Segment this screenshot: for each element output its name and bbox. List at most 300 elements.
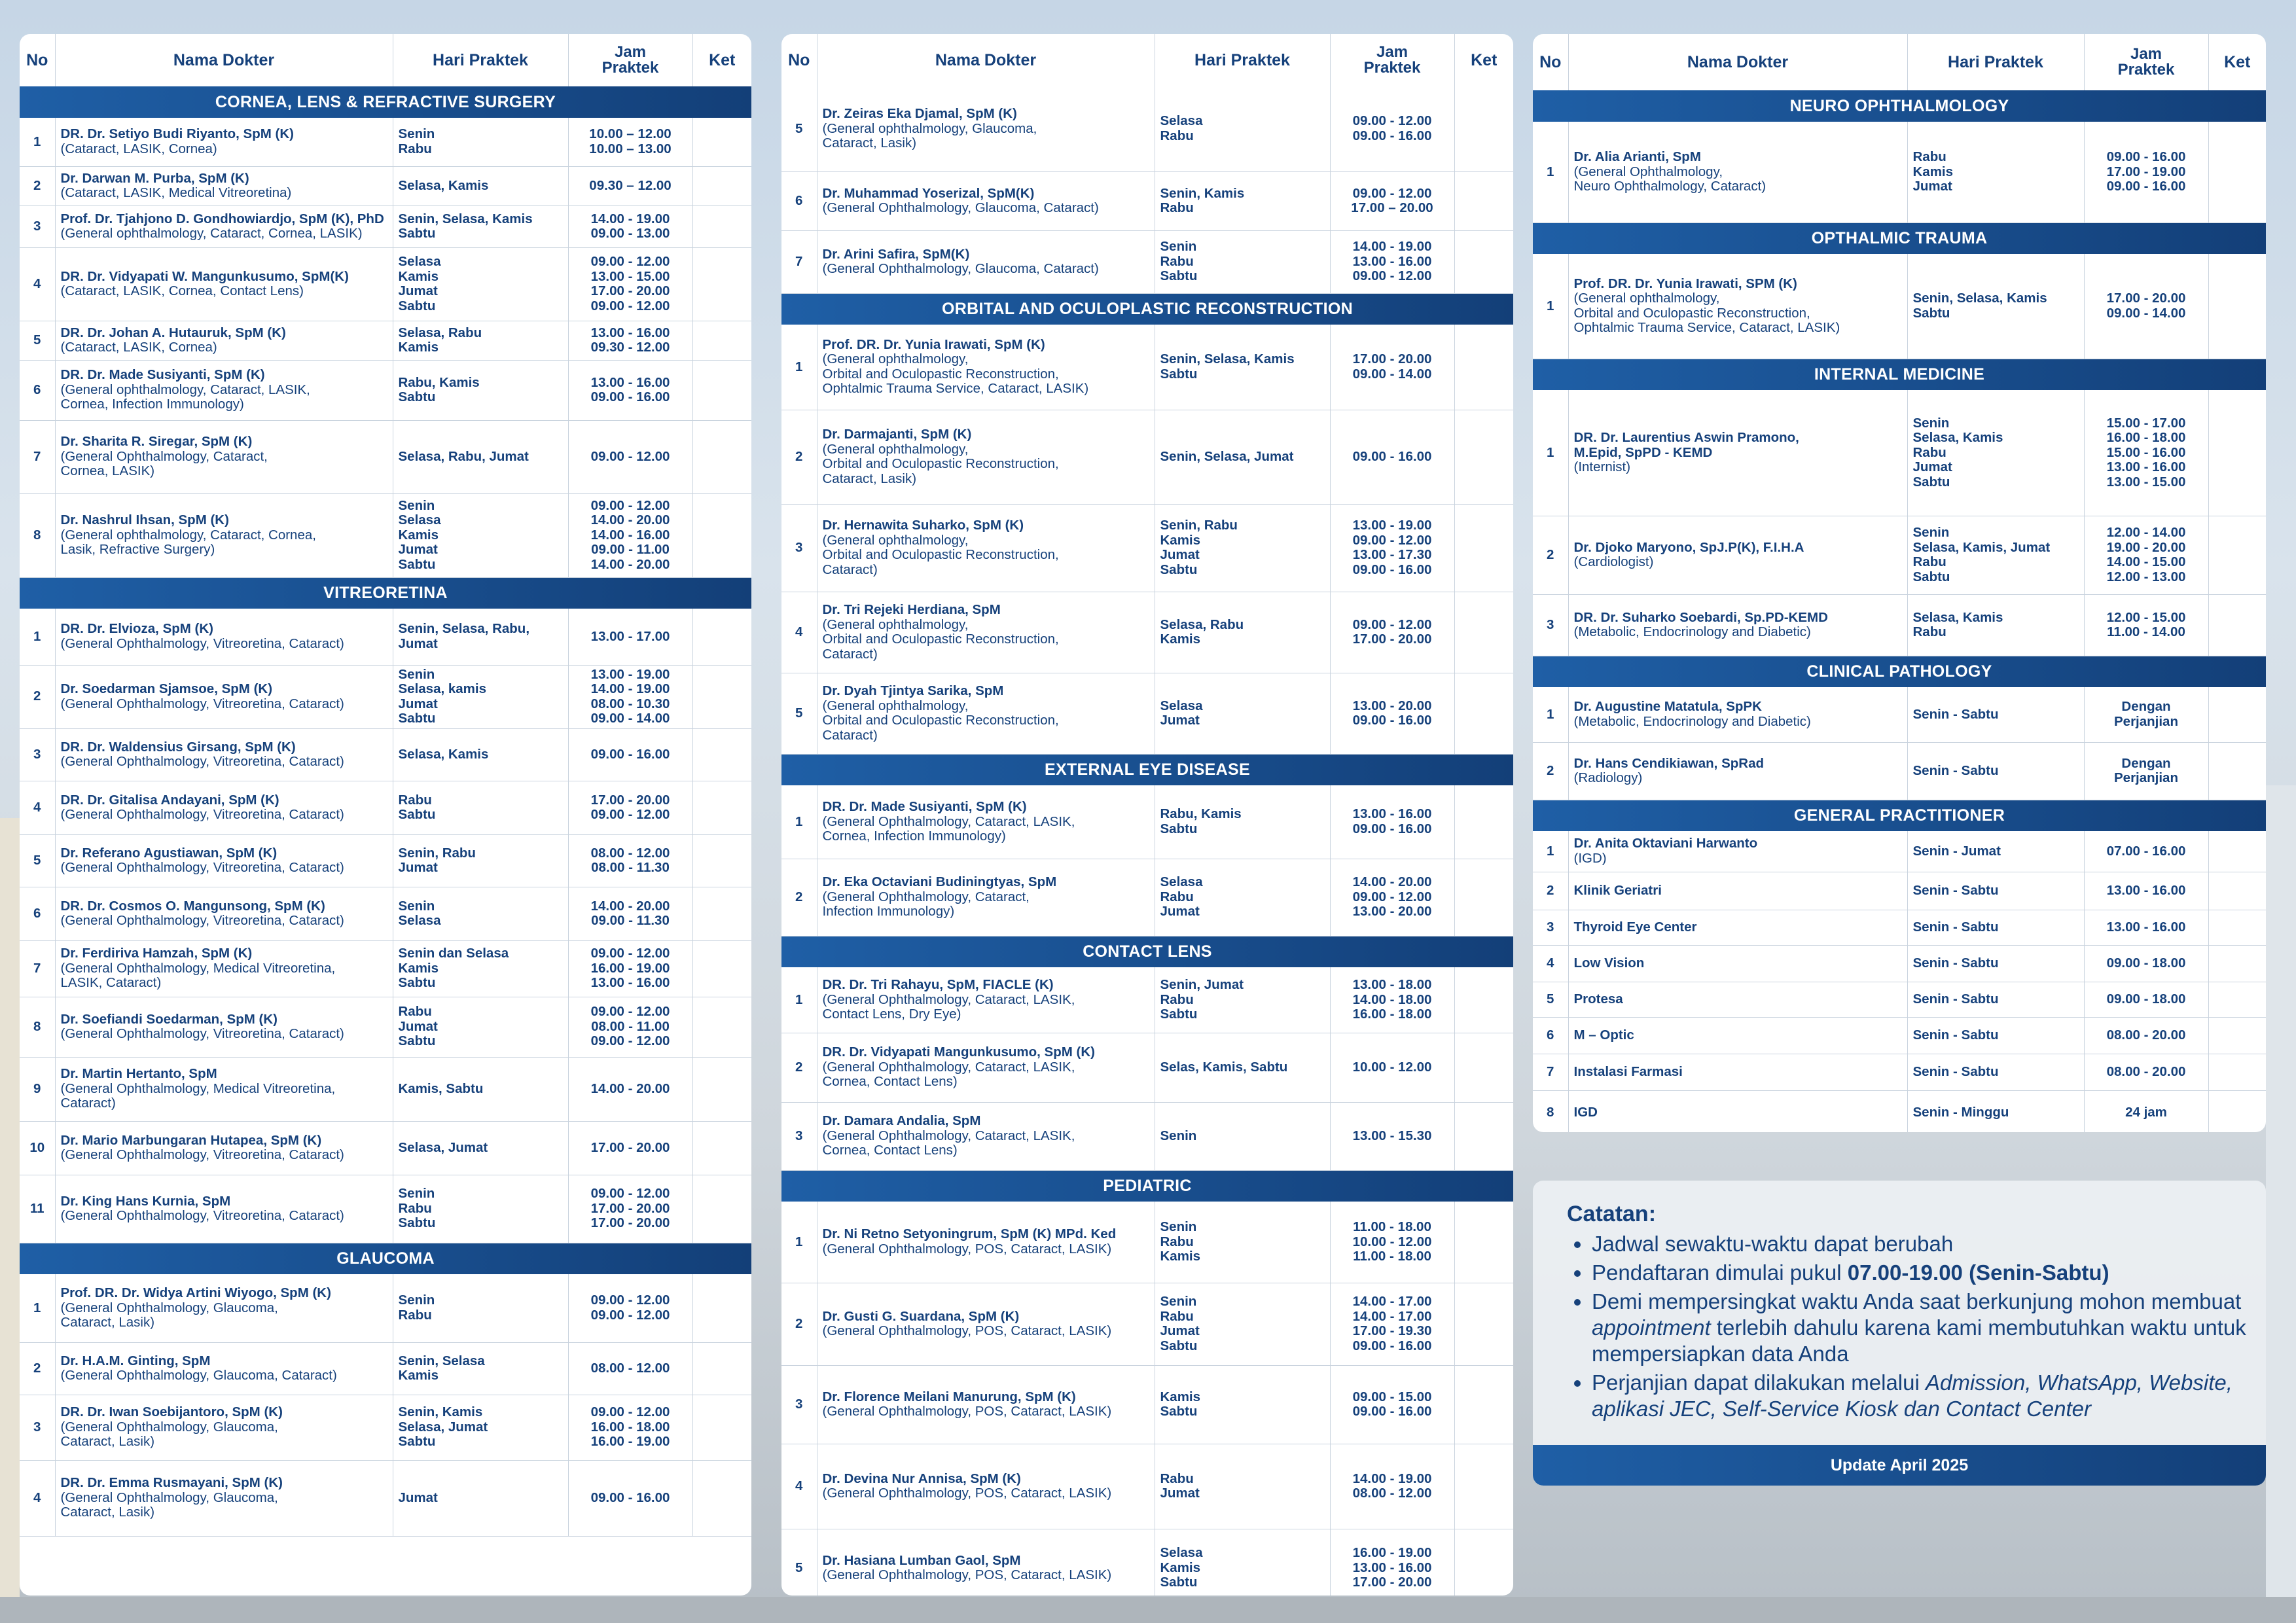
doctor-row: [781, 1283, 1513, 1365]
doctor-specialty: (General Ophthalmology, Cataract, LASIK, Contact Lens, Dry Eye): [822, 991, 1075, 1022]
practice-hours: [568, 360, 692, 420]
row-number: 1: [781, 785, 817, 859]
doctor-name: DR. Dr. Iwan Soebijantoro, SpM (K): [60, 1404, 283, 1420]
practice-hours-text: 14.00 - 17.00 14.00 - 17.00 17.00 - 19.30 09.00 - 16.00: [1352, 1294, 1432, 1353]
practice-days: [1907, 1017, 2084, 1054]
practice-hours: [568, 118, 692, 166]
doctor-name: Dr. Ferdiriva Hamzah, SpM (K): [60, 946, 253, 961]
practice-days: [1907, 1090, 2084, 1132]
practice-hours: [2084, 831, 2208, 872]
practice-hours: [568, 887, 692, 940]
doctor-specialty: (General ophthalmology, Orbital and Oculopastic Reconstruction, Ophtalmic Trauma Service, Cataract, LASIK): [822, 351, 1089, 397]
practice-days-text: Selasa Kamis Sabtu: [1160, 1545, 1203, 1590]
doctor-cell: [55, 360, 393, 420]
remarks-cell: [2208, 742, 2266, 800]
practice-days-text: Senin - Sabtu: [1912, 1027, 1999, 1043]
doctor-cell: [817, 592, 1155, 673]
doctor-specialty: (General Ophthalmology, Medical Vitreoretina, Cataract): [60, 1080, 336, 1111]
doctor-row: [1533, 945, 2266, 982]
header-jam-praktek: Jam Praktek: [1330, 34, 1454, 86]
doctor-row: [20, 360, 751, 420]
practice-days-text: Selas, Kamis, Sabtu: [1160, 1059, 1288, 1075]
doctor-name: DR. Dr. Made Susiyanti, SpM (K): [60, 367, 265, 383]
doctor-cell: [55, 940, 393, 997]
doctor-specialty: (General Ophthalmology, Cataract, Cornea, LASIK): [60, 448, 268, 479]
remarks-cell: [2208, 910, 2266, 945]
doctor-specialty: (General ophthalmology, Cataract, Cornea, LASIK): [60, 226, 363, 241]
row-number: 1: [781, 1202, 817, 1283]
doctor-row: [781, 1202, 1513, 1283]
row-number: 5: [20, 834, 55, 887]
doctor-name: DR. Dr. Vidyapati Mangunkusumo, SpM (K): [822, 1044, 1095, 1060]
doctor-row: [20, 728, 751, 781]
remarks-cell: [1454, 1202, 1513, 1283]
practice-days: [1155, 1529, 1330, 1596]
practice-hours: [1330, 1202, 1454, 1283]
doctor-name: DR. Dr. Tri Rahayu, SpM, FIACLE (K): [822, 977, 1054, 992]
practice-hours: [1330, 673, 1454, 754]
doctor-name: Dr. Alia Arianti, SpM: [1573, 149, 1701, 164]
row-number: 1: [20, 118, 55, 166]
practice-days-text: Senin Rabu Kamis: [1160, 1219, 1201, 1264]
practice-hours-text: 09.00 - 16.00: [1352, 448, 1432, 464]
practice-hours-text: 14.00 - 19.00 09.00 - 13.00: [590, 211, 670, 241]
header-jam-praktek: Jam Praktek: [568, 34, 692, 86]
practice-days-text: Senin - Sabtu: [1912, 882, 1999, 898]
row-number: 3: [781, 1102, 817, 1170]
practice-days-text: Senin Rabu Sabtu: [398, 1186, 436, 1231]
doctor-name: Dr. H.A.M. Ginting, SpM: [60, 1353, 211, 1368]
practice-days-text: Senin Selasa, kamis Jumat Sabtu: [398, 666, 486, 726]
practice-days: [393, 609, 568, 665]
practice-hours-text: 17.00 - 20.00 09.00 - 14.00: [2106, 291, 2186, 321]
practice-hours: [568, 420, 692, 493]
doctor-cell: [1568, 982, 1907, 1017]
remarks-cell: [2208, 390, 2266, 516]
practice-hours: [568, 1057, 692, 1121]
practice-hours-text: Dengan Perjanjian: [2114, 699, 2178, 729]
practice-hours-text: 09.00 - 12.00 13.00 - 15.00 17.00 - 20.00 09.00 - 12.00: [590, 254, 670, 313]
doctor-specialty: (General Ophthalmology, Glaucoma, Cataract): [822, 261, 1099, 276]
remarks-cell: [1454, 1529, 1513, 1596]
practice-hours-text: 09.00 - 12.00 16.00 - 18.00 16.00 - 19.00: [590, 1404, 670, 1450]
practice-hours-text: 13.00 - 15.30: [1352, 1128, 1432, 1143]
practice-days: [393, 247, 568, 321]
practice-days: [393, 1342, 568, 1395]
doctor-cell: [55, 834, 393, 887]
doctor-cell: [55, 420, 393, 493]
doctor-row: [781, 1444, 1513, 1529]
doctor-cell: [55, 493, 393, 577]
practice-days-text: Selasa, Kamis Rabu: [1912, 609, 2003, 639]
remarks-cell: [2208, 982, 2266, 1017]
practice-hours: [568, 940, 692, 997]
practice-days: [1155, 1102, 1330, 1170]
section-title: OPTHALMIC TRAUMA: [1533, 223, 2266, 254]
practice-hours-text: 12.00 - 14.00 19.00 - 20.00 14.00 - 15.00 12.00 - 13.00: [2106, 525, 2186, 584]
doctor-name: Instalasi Farmasi: [1573, 1063, 1683, 1079]
doctor-name: Protesa: [1573, 991, 1623, 1007]
row-number: 6: [1533, 1017, 1568, 1054]
doctor-cell: [817, 1033, 1155, 1102]
practice-days-text: Rabu Sabtu: [398, 792, 436, 822]
doctor-row: [1533, 910, 2266, 945]
practice-days-text: Selasa Rabu: [1160, 113, 1203, 143]
practice-days-text: Selasa, Rabu, Jumat: [398, 448, 529, 464]
practice-hours: [1330, 325, 1454, 410]
doctor-specialty: (General Ophthalmology, POS, Cataract, LASIK): [822, 1241, 1112, 1257]
remarks-cell: [1454, 410, 1513, 504]
practice-days: [1155, 592, 1330, 673]
header-nama-dokter: Nama Dokter: [55, 34, 393, 86]
header-ket: Ket: [709, 51, 736, 69]
practice-days-text: Selasa, Rabu Kamis: [1160, 616, 1244, 647]
doctor-row: [1533, 687, 2266, 742]
practice-days: [1155, 1202, 1330, 1283]
remarks-cell: [2208, 945, 2266, 982]
doctor-name: DR. Dr. Waldensius Girsang, SpM (K): [60, 739, 296, 755]
practice-hours-text: 16.00 - 19.00 13.00 - 16.00 17.00 - 20.00: [1352, 1545, 1432, 1590]
practice-days-text: Senin Rabu Jumat Sabtu: [1160, 1294, 1200, 1353]
practice-hours: [568, 205, 692, 247]
doctor-cell: [55, 1274, 393, 1342]
doctor-row: [20, 781, 751, 834]
doctor-cell: [817, 504, 1155, 592]
practice-days: [1155, 504, 1330, 592]
doctor-specialty: (General Ophthalmology, Vitreoretina, Cataract): [60, 696, 344, 711]
doctor-specialty: (General Ophthalmology, Vitreoretina, Cataract): [60, 1147, 344, 1162]
doctor-name: Dr. Damara Andalia, SpM: [822, 1113, 981, 1129]
doctor-cell: [817, 1202, 1155, 1283]
doctor-name: Dr. Hans Cendikiawan, SpRad: [1573, 755, 1764, 771]
section-title: GENERAL PRACTITIONER: [1533, 800, 2266, 831]
practice-hours: [568, 493, 692, 577]
practice-hours: [568, 609, 692, 665]
doctor-name: Dr. Devina Nur Annisa, SpM (K): [822, 1471, 1021, 1486]
note-item-2: [1592, 1260, 2246, 1286]
practice-hours: [568, 1342, 692, 1395]
remarks-cell: [2208, 122, 2266, 223]
section-header-row: [20, 86, 751, 118]
section-header-row: [781, 754, 1513, 785]
row-number: 11: [20, 1175, 55, 1243]
practice-days: [1155, 859, 1330, 936]
practice-days: [393, 360, 568, 420]
remarks-cell: [692, 247, 751, 321]
practice-days-text: Rabu Kamis Jumat: [1912, 149, 1954, 194]
row-number: 2: [1533, 516, 1568, 594]
practice-days: [393, 205, 568, 247]
doctor-row: [20, 665, 751, 728]
practice-hours: [2084, 254, 2208, 359]
practice-days: [1907, 945, 2084, 982]
practice-days-text: Senin - Sabtu: [1912, 1063, 1999, 1079]
doctor-row: [1533, 122, 2266, 223]
header-nama-dokter: Nama Dokter: [817, 34, 1155, 86]
doctor-row: [20, 887, 751, 940]
practice-days-text: Selasa Rabu Jumat: [1160, 874, 1203, 919]
doctor-cell: [55, 997, 393, 1057]
row-number: 3: [20, 205, 55, 247]
section-header-row: [1533, 359, 2266, 390]
remarks-cell: [692, 728, 751, 781]
practice-days-text: Senin, Selasa, Kamis Sabtu: [1160, 351, 1295, 382]
doctor-row: [1533, 1090, 2266, 1132]
practice-days-text: Jumat: [398, 1489, 438, 1505]
doctor-row: [1533, 1017, 2266, 1054]
practice-days-text: Senin Selasa Kamis Jumat Sabtu: [398, 497, 441, 572]
practice-days-text: Selasa, Jumat: [398, 1139, 488, 1155]
practice-hours: [1330, 1365, 1454, 1444]
doctor-name: Dr. Sharita R. Siregar, SpM (K): [60, 434, 253, 450]
practice-hours: [2084, 516, 2208, 594]
section-title: CORNEA, LENS & REFRACTIVE SURGERY: [20, 86, 751, 118]
remarks-cell: [1454, 230, 1513, 293]
practice-days: [1155, 785, 1330, 859]
doctor-cell: [55, 887, 393, 940]
doctor-specialty: (General Ophthalmology, Vitreoretina, Cataract): [60, 1026, 344, 1041]
remarks-cell: [692, 609, 751, 665]
remarks-cell: [1454, 859, 1513, 936]
practice-hours: [568, 247, 692, 321]
header-no: No: [20, 34, 55, 86]
doctor-cell: [817, 859, 1155, 936]
practice-hours: [2084, 390, 2208, 516]
row-number: 7: [781, 230, 817, 293]
doctor-name: Thyroid Eye Center: [1573, 919, 1697, 935]
practice-days: [1155, 230, 1330, 293]
doctor-cell: [1568, 687, 1907, 742]
doctor-specialty: (General ophthalmology, Cataract, Cornea, Lasik, Refractive Surgery): [60, 527, 316, 558]
doctor-name: Dr. Hasiana Lumban Gaol, SpM: [822, 1552, 1021, 1568]
practice-days-text: Senin Selasa, Kamis Rabu Jumat Sabtu: [1912, 415, 2003, 490]
doctor-cell: [1568, 945, 1907, 982]
doctor-name: Prof. DR. Dr. Widya Artini Wiyogo, SpM (K): [60, 1285, 331, 1300]
practice-hours: [1330, 1283, 1454, 1365]
doctor-cell: [817, 325, 1155, 410]
remarks-cell: [692, 834, 751, 887]
practice-days: [1155, 967, 1330, 1033]
doctor-cell: [55, 1057, 393, 1121]
practice-days: [1155, 410, 1330, 504]
doctor-row: [1533, 831, 2266, 872]
practice-days: [1907, 910, 2084, 945]
doctor-specialty: (General Ophthalmology, Vitreoretina, Cataract): [60, 1208, 344, 1223]
doctor-name: DR. Dr. Johan A. Hutauruk, SpM (K): [60, 325, 286, 340]
practice-hours-text: 09.00 - 16.00: [590, 746, 670, 762]
section-header-row: [781, 1170, 1513, 1202]
doctor-specialty: (General Ophthalmology, POS, Cataract, LASIK): [822, 1567, 1112, 1582]
doctor-name: Dr. Florence Meilani Manurung, SpM (K): [822, 1389, 1076, 1404]
doctor-name: Prof. DR. Dr. Yunia Irawati, SPM (K): [1573, 276, 1797, 291]
section-header-row: [20, 1243, 751, 1274]
practice-days: [393, 665, 568, 728]
background-building-right: [2266, 785, 2296, 1623]
row-number: 3: [1533, 594, 1568, 656]
doctor-cell: [55, 728, 393, 781]
practice-days: [393, 1057, 568, 1121]
practice-hours: [568, 1460, 692, 1536]
practice-days: [1907, 982, 2084, 1017]
doctor-cell: [55, 1460, 393, 1536]
doctor-specialty: (Cardiologist): [1573, 554, 1654, 569]
doctor-cell: [817, 1365, 1155, 1444]
practice-hours-text: 17.00 - 20.00 09.00 - 14.00: [1352, 351, 1432, 382]
row-number: 4: [20, 1460, 55, 1536]
doctor-cell: [1568, 1017, 1907, 1054]
row-number: 1: [1533, 122, 1568, 223]
practice-hours: [568, 1121, 692, 1175]
remarks-cell: [1454, 325, 1513, 410]
row-number: 10: [20, 1121, 55, 1175]
practice-hours-text: 08.00 - 20.00: [2106, 1027, 2186, 1043]
practice-days-text: Kamis Sabtu: [1160, 1389, 1201, 1419]
doctor-specialty: (Cataract, LASIK, Cornea): [60, 340, 217, 355]
practice-days-text: Selasa, Kamis: [398, 177, 489, 193]
doctor-specialty: (General Ophthalmology, Cataract, LASIK, Cornea, Infection Immunology): [822, 813, 1075, 844]
practice-days: [1155, 1283, 1330, 1365]
practice-hours: [1330, 230, 1454, 293]
practice-hours: [1330, 410, 1454, 504]
practice-days: [393, 997, 568, 1057]
doctor-row: [781, 171, 1513, 230]
row-number: 5: [20, 321, 55, 360]
section-title: INTERNAL MEDICINE: [1533, 359, 2266, 390]
practice-days: [1155, 1444, 1330, 1529]
practice-days-text: Senin, Rabu Kamis Jumat Sabtu: [1160, 518, 1238, 577]
practice-hours-text: 13.00 - 16.00 09.00 - 16.00: [1352, 806, 1432, 836]
doctor-name: Dr. Mario Marbungaran Hutapea, SpM (K): [60, 1132, 322, 1148]
practice-days-text: Senin, Selasa, Rabu, Jumat: [398, 621, 530, 651]
doctor-row: [20, 1395, 751, 1460]
practice-days: [393, 940, 568, 997]
remarks-cell: [692, 781, 751, 834]
background-ground: [0, 1597, 2296, 1623]
section-title: GLAUCOMA: [20, 1243, 751, 1274]
remarks-cell: [692, 1395, 751, 1460]
practice-days: [1907, 594, 2084, 656]
note-text: Pendaftaran dimulai pukul 07.00-19.00 (Senin-Sabtu): [1592, 1260, 2109, 1285]
doctor-row: [1533, 516, 2266, 594]
doctor-name: Dr. Darwan M. Purba, SpM (K): [60, 170, 249, 186]
doctor-cell: [817, 86, 1155, 171]
row-number: 4: [1533, 945, 1568, 982]
section-header-row: [1533, 223, 2266, 254]
doctor-name: DR. Dr. Gitalisa Andayani, SpM (K): [60, 792, 279, 808]
row-number: 6: [781, 171, 817, 230]
practice-hours: [1330, 967, 1454, 1033]
doctor-specialty: (General ophthalmology, Cataract, LASIK, Cornea, Infection Immunology): [60, 382, 310, 412]
doctor-row: [1533, 254, 2266, 359]
section-header-row: [1533, 656, 2266, 687]
practice-hours-text: 07.00 - 16.00: [2106, 843, 2186, 859]
doctor-cell: [1568, 831, 1907, 872]
practice-hours-text: 09.00 - 12.00 09.00 - 16.00: [1352, 113, 1432, 143]
doctor-name: Prof. DR. Dr. Yunia Irawati, SpM (K): [822, 336, 1045, 352]
practice-days-text: Selasa, Rabu Kamis: [398, 325, 482, 355]
doctor-specialty: (General ophthalmology, Orbital and Oculopastic Reconstruction, Cataract): [822, 616, 1059, 662]
row-number: 1: [781, 967, 817, 1033]
doctor-cell: [817, 1444, 1155, 1529]
header-hari-praktek: Hari Praktek: [1155, 34, 1330, 86]
practice-days: [1907, 1054, 2084, 1090]
schedule-table-body: [1533, 90, 2266, 1132]
remarks-cell: [1454, 785, 1513, 859]
header-no: No: [781, 34, 817, 86]
doctor-name: Dr. Darmajanti, SpM (K): [822, 427, 972, 442]
row-number: 4: [20, 247, 55, 321]
row-number: 5: [781, 86, 817, 171]
doctor-specialty: (General ophthalmology, Orbital and Oculopastic Reconstruction, Cataract, Lasik): [822, 441, 1059, 486]
doctor-row: [781, 967, 1513, 1033]
practice-hours-text: 09.00 - 12.00 08.00 - 11.00 09.00 - 12.00: [590, 1004, 670, 1049]
practice-hours-text: 17.00 - 20.00: [590, 1139, 670, 1155]
doctor-specialty: (Cataract, LASIK, Cornea, Contact Lens): [60, 283, 304, 298]
practice-hours-text: 09.30 – 12.00: [589, 177, 672, 193]
remarks-cell: [1454, 86, 1513, 171]
practice-days-text: Senin - Sabtu: [1912, 991, 1999, 1007]
doctor-row: [20, 118, 751, 166]
practice-hours: [1330, 785, 1454, 859]
doctor-cell: [817, 1283, 1155, 1365]
practice-hours-text: 13.00 - 18.00 14.00 - 18.00 16.00 - 18.00: [1352, 977, 1432, 1022]
remarks-cell: [2208, 1090, 2266, 1132]
doctor-row: [781, 673, 1513, 754]
doctor-cell: [817, 1529, 1155, 1596]
practice-hours-text: 13.00 - 16.00: [2106, 919, 2186, 935]
doctor-cell: [817, 673, 1155, 754]
doctor-name: Dr. Referano Agustiawan, SpM (K): [60, 845, 278, 861]
practice-days: [1155, 673, 1330, 754]
section-title: PEDIATRIC: [781, 1170, 1513, 1202]
doctor-specialty: (Metabolic, Endocrinology and Diabetic): [1573, 624, 1811, 639]
doctor-cell: [55, 1175, 393, 1243]
remarks-cell: [2208, 594, 2266, 656]
row-number: 1: [781, 325, 817, 410]
doctor-row: [781, 86, 1513, 171]
practice-hours-text: 09.00 - 12.00 09.00 - 12.00: [590, 1293, 670, 1323]
practice-hours: [1330, 592, 1454, 673]
practice-days: [393, 1121, 568, 1175]
practice-hours-text: 09.00 - 16.00 17.00 - 19.00 09.00 - 16.00: [2106, 149, 2186, 194]
practice-hours: [2084, 982, 2208, 1017]
doctor-cell: [817, 410, 1155, 504]
row-number: 8: [20, 997, 55, 1057]
doctor-name: DR. Dr. Made Susiyanti, SpM (K): [822, 799, 1027, 814]
practice-days-text: Senin, Kamis Selasa, Jumat Sabtu: [398, 1404, 488, 1450]
row-number: 3: [781, 504, 817, 592]
row-number: 2: [781, 1033, 817, 1102]
row-number: 1: [1533, 254, 1568, 359]
doctor-specialty: (General ophthalmology, Orbital and Oculopastic Reconstruction, Ophtalmic Trauma Service, Cataract, LASIK): [1573, 291, 1840, 336]
doctor-specialty: (General Ophthalmology, Cataract, Infection Immunology): [822, 889, 1030, 919]
practice-hours-text: 14.00 - 19.00 13.00 - 16.00 09.00 - 12.00: [1352, 239, 1432, 284]
practice-days-text: Selasa Kamis Jumat Sabtu: [398, 254, 441, 313]
practice-hours-text: 14.00 - 19.00 08.00 - 12.00: [1352, 1471, 1432, 1501]
doctor-row: [781, 1529, 1513, 1596]
practice-days-text: Rabu, Kamis Sabtu: [398, 374, 480, 404]
row-number: 2: [781, 410, 817, 504]
header-nama-dokter: Nama Dokter: [1568, 34, 1907, 90]
practice-days: [393, 1395, 568, 1460]
doctor-name: Dr. Augustine Matatula, SpPK: [1573, 699, 1762, 715]
remarks-cell: [2208, 516, 2266, 594]
practice-days-text: Senin: [1160, 1128, 1197, 1143]
doctor-specialty: (General Ophthalmology, Vitreoretina, Cataract): [60, 860, 344, 875]
row-number: 3: [1533, 910, 1568, 945]
doctor-name: Dr. Nashrul Ihsan, SpM (K): [60, 512, 229, 528]
practice-hours: [2084, 910, 2208, 945]
